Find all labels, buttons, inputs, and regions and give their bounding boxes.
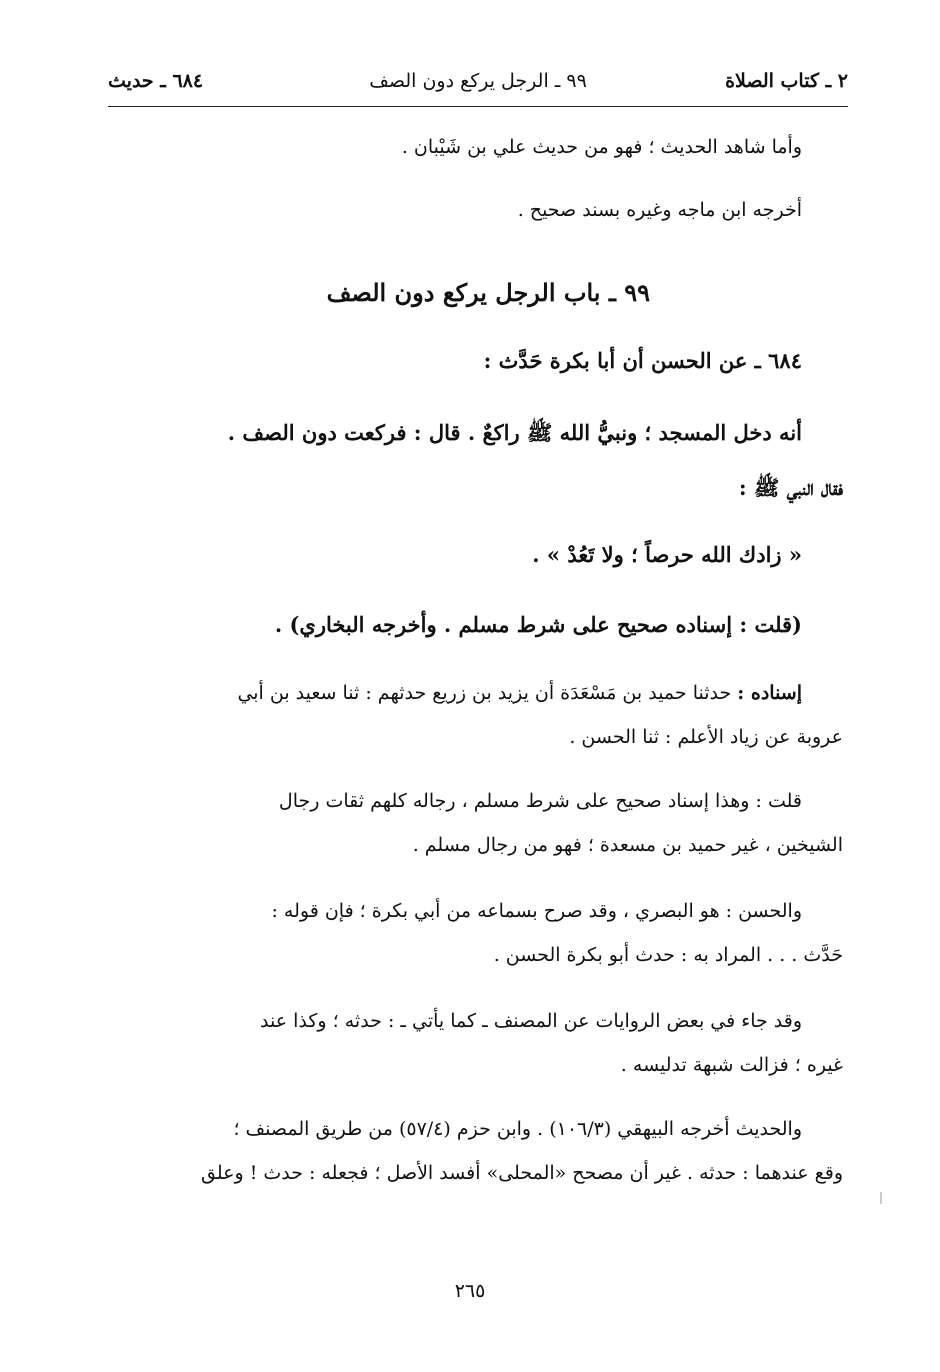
paragraph-1-line-2: الشيخين ، غير حميد بن مسعدة ؛ فهو من رجال مسلم . [412,834,843,856]
hadith-text-line-2: فقال النبي ﷺ : [738,475,843,500]
paragraph-2-line-1: والحسن : هو البصري ، وقد صرح بسماعه من أبي بكرة ؛ فإن قوله : [271,900,802,922]
paragraph-3-line-1: وقد جاء في بعض الروايات عن المصنف ـ كما يأتي ـ : حدثه ؛ وكذا عند [260,1010,802,1032]
header-divider [108,106,848,107]
hadith-text-line-1: أنه دخل المسجد ؛ ونبيُّ الله ﷺ راكعٌ . قال : فركعت دون الصف . [227,420,802,445]
paragraph-1-line-1: قلت : وهذا إسناد صحيح على شرط مسلم ، رجاله كلهم ثقات رجال [278,790,802,812]
isnad-line-1 [96,678,802,708]
header-hadith-number: ٦٨٤ ـ حديث [108,70,204,92]
paragraph-4-line-2: وقع عندهما : حدثه . غير أن مصحح «المحلى» أفسد الأصل ؛ فجعله : حدث ! وعلق [201,1162,843,1184]
paragraph-3-line-2: غيره ؛ فزالت شبهة تدليسه . [620,1054,843,1076]
paragraph-2-line-2: حَدَّث . . . المراد به : حدث أبو بكرة الحسن . [493,944,843,966]
chapter-heading: ٩٩ ـ باب الرجل يركع دون الصف [326,278,650,307]
paragraph-4-line-1: والحديث أخرجه البيهقي (١٠٦/٣) . وابن حزم (٥٧/٤) من طريق المصنف ؛ [233,1118,802,1140]
grading-note: (قلت : إسناده صحيح على شرط مسلم . وأخرجه البخاري) . [274,612,802,637]
text-line-2: أخرجه ابن ماجه وغيره بسند صحيح . [517,199,802,221]
header-chapter-title: ٩٩ ـ الرجل يركع دون الصف [369,70,587,92]
isnad-text: حدثنا حميد بن مَسْعَدَة أن يزيد بن زريع حدثهم : ثنا سعيد بن أبي [237,682,732,704]
running-header [108,70,848,104]
header-book-title: ٢ ـ كتاب الصلاة [725,70,848,92]
margin-mark [880,1192,882,1204]
isnad-line-2: عروبة عن زياد الأعلم : ثنا الحسن . [569,726,843,748]
text-line-1: وأما شاهد الحديث ؛ فهو من حديث علي بن شَيْبان . [401,136,802,158]
hadith-text-line-3: « زادك الله حرصاً ؛ ولا تَعُدْ » . [532,542,802,567]
isnad-label: إسناده : [737,682,802,704]
hadith-number-line: ٦٨٤ ـ عن الحسن أن أبا بكرة حَدَّث : [483,348,802,373]
page-number: ٢٦٥ [454,1280,486,1302]
